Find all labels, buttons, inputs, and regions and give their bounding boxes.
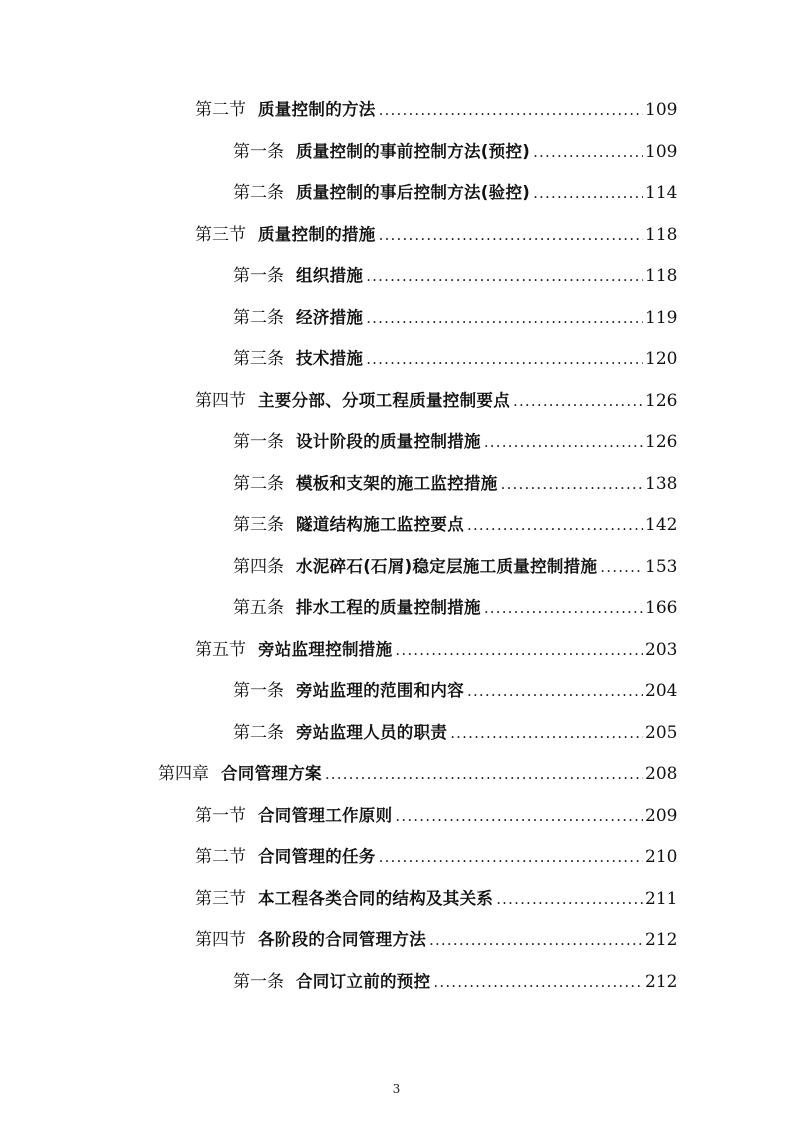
toc-leader-dots <box>484 422 643 464</box>
toc-entry-number: 第一节 <box>195 805 246 826</box>
toc-entry-title: 技术措施 <box>296 349 364 368</box>
toc-entry-title: 质量控制的方法 <box>258 100 376 119</box>
toc-entry[interactable] <box>0 919 793 961</box>
toc-entry-title: 排水工程的质量控制措施 <box>296 598 481 617</box>
toc-entry-title: 合同订立前的预控 <box>296 971 431 991</box>
toc-entry[interactable] <box>0 836 793 878</box>
toc-entry-title: 设计阶段的质量控制措施 <box>296 432 481 451</box>
toc-entry-title: 旁站监理控制措施 <box>258 639 393 659</box>
toc-entry[interactable] <box>0 587 793 629</box>
toc-entry[interactable] <box>0 670 793 712</box>
toc-entry-number: 第四节 <box>195 390 246 411</box>
toc-entry[interactable] <box>0 338 793 380</box>
toc-entry-title: 合同管理方案 <box>221 764 322 783</box>
toc-leader-dots <box>366 256 643 298</box>
toc-entry-number: 第四节 <box>195 930 246 950</box>
toc-entry-page: 209 <box>645 805 678 826</box>
toc-entry[interactable] <box>0 463 793 505</box>
toc-leader-dots <box>496 879 643 921</box>
toc-leader-dots <box>513 381 643 423</box>
toc-leader-dots <box>433 962 643 1004</box>
toc-entry-number: 第二条 <box>233 473 284 494</box>
toc-entry-number: 第二节 <box>195 100 246 120</box>
toc-entry-title: 水泥碎石(石屑)稳定层施工质量控制措施 <box>296 556 598 576</box>
toc-entry-title: 旁站监理的范围和内容 <box>296 681 464 700</box>
toc-entry-page: 119 <box>645 307 678 328</box>
toc-entry[interactable] <box>0 421 793 463</box>
toc-entry-page: 212 <box>645 971 678 992</box>
toc-entry-number: 第三条 <box>233 349 284 369</box>
toc-entry-title: 经济措施 <box>296 307 364 327</box>
toc-entry-title: 组织措施 <box>296 266 364 285</box>
toc-entry-title: 本工程各类合同的结构及其关系 <box>258 888 494 908</box>
toc-entry-title: 质量控制的事前控制方法(预控) <box>296 141 531 161</box>
toc-leader-dots <box>600 547 643 589</box>
toc-entry[interactable] <box>0 753 793 795</box>
toc-entry-title: 质量控制的事后控制方法(验控) <box>296 183 531 202</box>
toc-entry-page: 204 <box>645 681 678 701</box>
toc-entry-number: 第三条 <box>233 515 284 535</box>
toc-entry[interactable] <box>0 961 793 1003</box>
toc-entry-page: 114 <box>645 183 678 203</box>
toc-entry-page: 126 <box>645 390 678 411</box>
toc-entry-number: 第五节 <box>195 639 246 660</box>
toc-entry-page: 210 <box>645 847 678 867</box>
toc-leader-dots <box>501 464 643 506</box>
toc-leader-dots <box>395 630 643 672</box>
toc-entry-number: 第三节 <box>195 224 246 245</box>
toc-entry-page: 118 <box>645 266 678 286</box>
toc-entry-page: 166 <box>645 598 678 618</box>
toc-entry-title: 合同管理的任务 <box>258 847 376 866</box>
toc-entry[interactable] <box>0 172 793 214</box>
toc-entry-title: 质量控制的措施 <box>258 224 376 244</box>
toc-entry-page: 203 <box>645 639 678 660</box>
toc-entry-title: 模板和支架的施工监控措施 <box>296 473 498 493</box>
toc-entry-title: 旁站监理人员的职责 <box>296 722 448 742</box>
toc-entry-page: 208 <box>645 764 678 784</box>
toc-leader-dots <box>379 837 643 879</box>
toc-entry[interactable] <box>0 795 793 837</box>
toc-entry-page: 205 <box>645 722 678 743</box>
toc-entry-page: 126 <box>645 432 678 452</box>
table-of-contents <box>0 89 793 1002</box>
toc-leader-dots <box>533 173 643 215</box>
toc-leader-dots <box>379 90 643 132</box>
toc-entry[interactable] <box>0 546 793 588</box>
toc-entry-number: 第四章 <box>158 764 209 784</box>
toc-entry-page: 118 <box>645 224 678 245</box>
toc-entry[interactable] <box>0 629 793 671</box>
toc-entry-page: 109 <box>645 141 678 162</box>
toc-entry-page: 211 <box>645 888 678 909</box>
toc-leader-dots <box>366 298 643 340</box>
toc-entry-title: 主要分部、分项工程质量控制要点 <box>258 390 510 410</box>
toc-entry-number: 第四条 <box>233 556 284 577</box>
toc-entry-number: 第二条 <box>233 183 284 203</box>
toc-entry[interactable] <box>0 380 793 422</box>
toc-entry-number: 第二条 <box>233 722 284 743</box>
toc-leader-dots <box>467 505 643 547</box>
toc-entry-number: 第三节 <box>195 888 246 909</box>
toc-entry[interactable] <box>0 131 793 173</box>
toc-leader-dots <box>395 796 643 838</box>
toc-entry-number: 第二条 <box>233 307 284 328</box>
toc-entry-page: 212 <box>645 930 678 950</box>
toc-entry-number: 第一条 <box>233 432 284 452</box>
toc-entry-number: 第二节 <box>195 847 246 867</box>
toc-entry[interactable] <box>0 255 793 297</box>
toc-entry[interactable] <box>0 89 793 131</box>
toc-entry-page: 142 <box>645 515 678 535</box>
toc-entry[interactable] <box>0 878 793 920</box>
toc-entry-number: 第一条 <box>233 681 284 701</box>
toc-entry-title: 各阶段的合同管理方法 <box>258 930 426 949</box>
toc-entry[interactable] <box>0 712 793 754</box>
toc-leader-dots <box>467 671 643 713</box>
toc-entry[interactable] <box>0 214 793 256</box>
toc-entry-number: 第五条 <box>233 598 284 618</box>
toc-leader-dots <box>429 920 643 962</box>
toc-entry-title: 合同管理工作原则 <box>258 805 393 825</box>
toc-leader-dots <box>533 132 643 174</box>
toc-entry-page: 153 <box>645 556 678 577</box>
toc-entry-number: 第一条 <box>233 266 284 286</box>
toc-entry-page: 109 <box>645 100 678 120</box>
toc-leader-dots <box>379 215 643 257</box>
toc-entry-title: 隧道结构施工监控要点 <box>296 515 464 534</box>
toc-leader-dots <box>366 339 643 381</box>
toc-leader-dots <box>484 588 643 630</box>
page-number: 3 <box>392 1082 401 1096</box>
toc-entry-page: 120 <box>645 349 678 369</box>
toc-leader-dots <box>325 754 643 796</box>
toc-leader-dots <box>450 713 643 755</box>
toc-entry[interactable] <box>0 297 793 339</box>
toc-entry[interactable] <box>0 504 793 546</box>
toc-entry-number: 第一条 <box>233 971 284 992</box>
toc-entry-number: 第一条 <box>233 141 284 162</box>
toc-entry-page: 138 <box>645 473 678 494</box>
